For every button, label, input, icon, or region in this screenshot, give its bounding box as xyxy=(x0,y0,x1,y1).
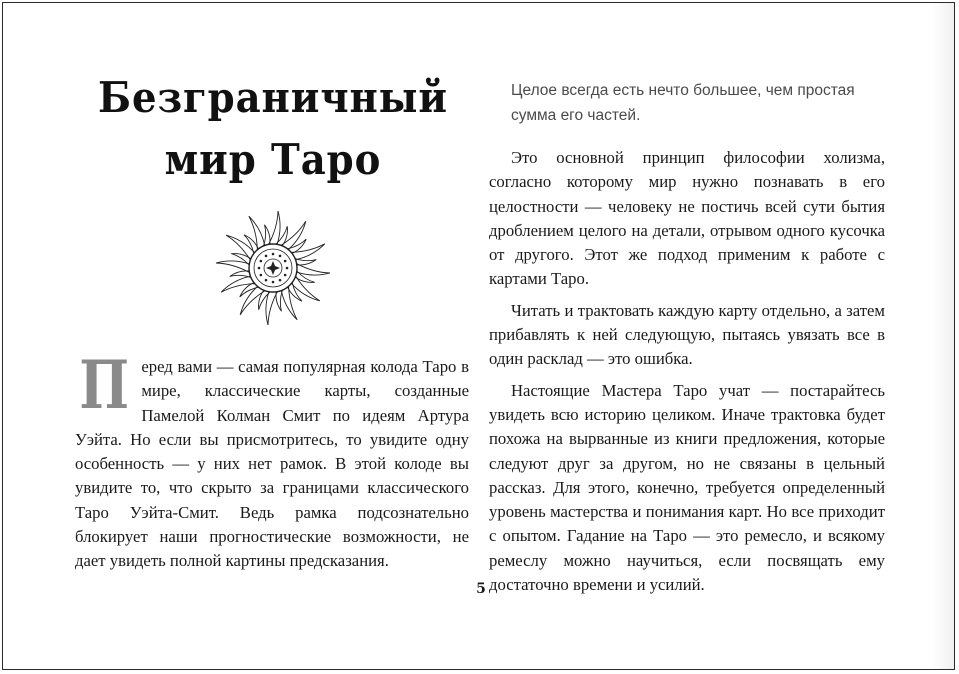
book-page xyxy=(2,2,955,670)
body-paragraph: Это основной принцип философии холизма, согласно которому мир нужно познавать в его целостности — человеку не постичь всей сути бытия дроблением целого на детали, отрывом одного кусочка от другого. Этот же подход применим к работе с картами Таро. xyxy=(489,148,885,289)
body-paragraph: Настоящие Мастера Таро учат — постарайтесь увидеть всю историю целиком. Иначе трактовка будет похожа на вырванные из книги предложения, которые следуют друг за другом, но не связаны в цельный рассказ. Для этого, конечно, требуется определенный уровень мастерства и понимания карт. Но все приходит с опытом. Гадание на Таро — это ремесло, и всякому ремеслу можно научиться, если посвящать ему достаточно времени и усилий. xyxy=(489,380,885,595)
page-number: 5 xyxy=(476,581,486,597)
body-paragraph: Читать и трактовать каждую карту отдельно, а затем прибавлять к ней следующую, пытаясь увязать все в один расклад — это ошибка. xyxy=(489,300,885,369)
intro-paragraph: еред вами — самая популярная колода Таро в мире, классические карты, созданные Памелой Колман Смит по идеям Артура Уэйта. Но если вы присмотритесь, то увидите одну особенность — у них нет рамок. В этой колоде вы увидите то, что скрыто за границами классического Таро Уэйта-Смит. Ведь рамка подсознательно блокирует наши прогностические возможности, не дает увидеть полной картины предсказания. xyxy=(75,357,469,571)
chapter-title xyxy=(89,67,457,191)
chapter-title-line-2: мир Таро xyxy=(164,135,382,184)
epigraph: Целое всегда есть нечто большее, чем простая сумма его частей. xyxy=(511,82,855,124)
body-text xyxy=(489,146,885,604)
sun-ornament-icon xyxy=(213,208,333,328)
drop-cap: П xyxy=(79,346,130,424)
chapter-title-line-1: Безграничный xyxy=(98,73,448,122)
intro-text xyxy=(75,346,469,574)
page-edge-shadow xyxy=(932,3,954,669)
